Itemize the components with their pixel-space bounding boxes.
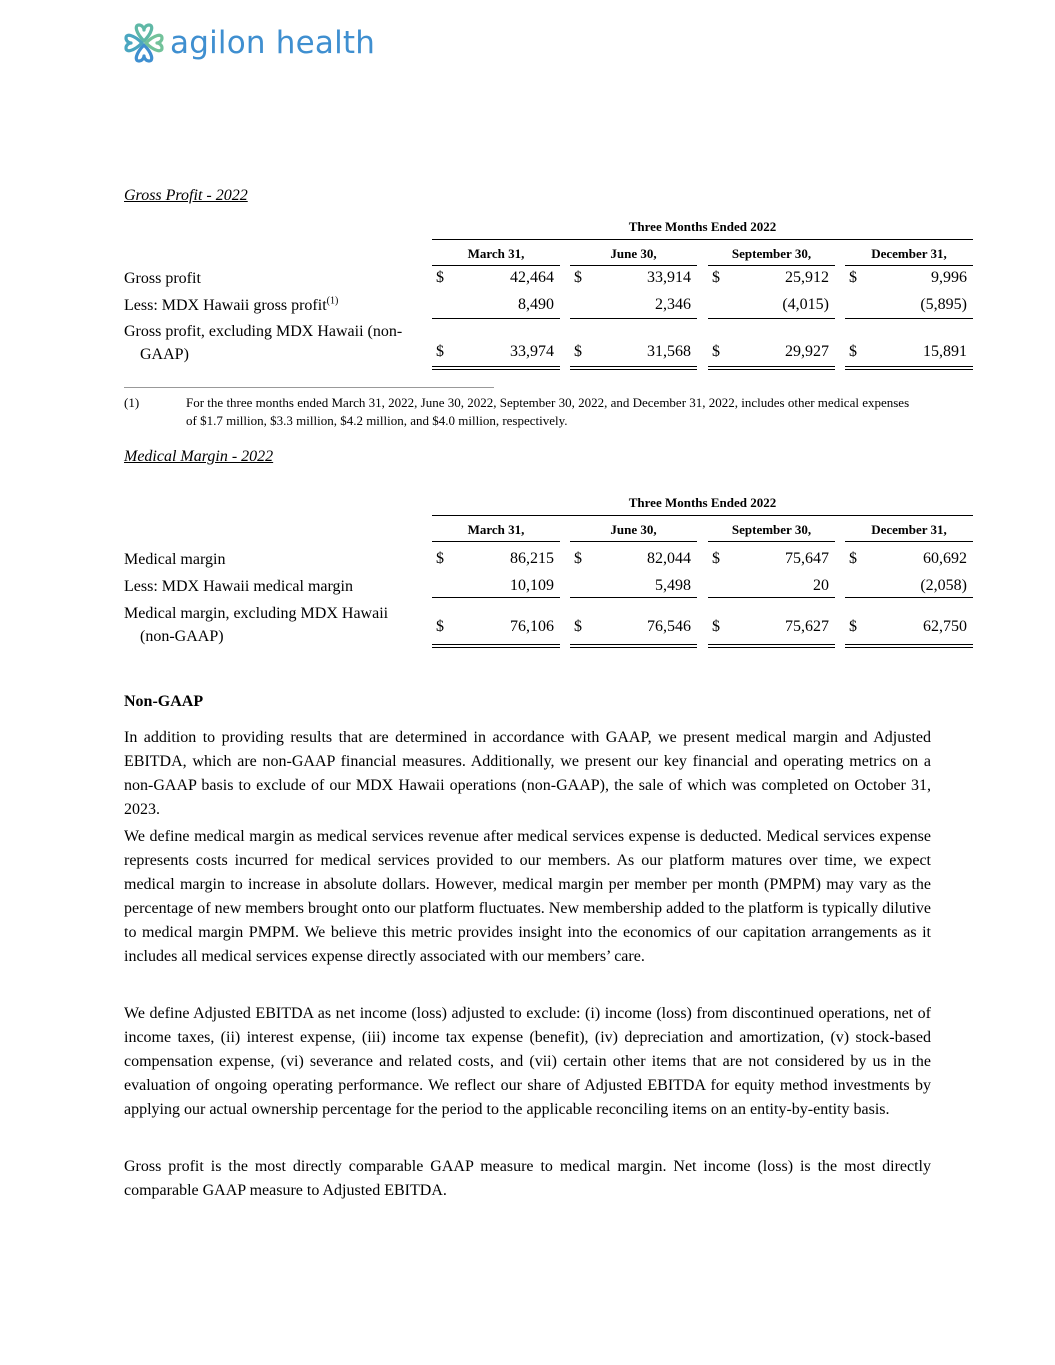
double-underline-rule xyxy=(432,644,560,648)
underline-rule xyxy=(845,318,973,319)
underline-rule xyxy=(432,318,560,319)
medical-margin-row-label: Medical margin xyxy=(124,551,226,568)
underline-rule xyxy=(432,597,560,598)
footnote-number: (1) xyxy=(124,395,140,410)
underline-rule xyxy=(708,318,835,319)
medical-margin-definition-paragraph: We define medical margin as medical services revenue after medical services expense is deducted. Medical services expense represents costs incurred for medical services provided to our members. As our platform matures over time, we expect medical margin to increase in absolute dollars. However, medical margin per member per month (PMPM) may vary as the percentage of new members brought onto our platform fluctuates. New membership added to the platform is typically dilutive to medical margin PMPM. We believe this metric provides insight into the economics of our capitation arrangements as it includes all medical services expense directly associated with our members’ care. xyxy=(124,828,931,965)
footnote-ref: (1) xyxy=(326,295,339,307)
medical-margin-col-june: June 30, xyxy=(570,522,697,542)
underline-rule xyxy=(708,597,835,598)
medical-margin-title: Medical Margin - 2022 xyxy=(124,448,274,465)
gross-profit-col-june: June 30, xyxy=(570,246,697,266)
medical-margin-col-september: September 30, xyxy=(708,522,835,542)
gross-profit-non-gaap-row-label: Gross profit, excluding MDX Hawaii (non- GAAP) xyxy=(124,323,403,363)
mdx-gross-profit-row-label: Less: MDX Hawaii gross profit$^{(1)}$ xyxy=(124,295,339,314)
gross-profit-header-group: Three Months Ended 2022 xyxy=(432,219,973,240)
agilon-heart-cluster-icon xyxy=(122,21,166,65)
non-gaap-paragraph: In addition to providing results that are determined in accordance with GAAP, we present medical margin and Adjusted EBITDA, which are non-GAAP financial measures. Additionally, we present our key financial and operating metrics on a non-GAAP basis to exclude of our MDX Hawaii operations (non-GAAP), the sale of which was completed on October 31, 2023. xyxy=(124,729,931,818)
footnote xyxy=(124,394,914,430)
double-underline-rule xyxy=(708,644,835,648)
medical-margin-header-group: Three Months Ended 2022 xyxy=(432,495,973,516)
double-underline-rule xyxy=(845,366,973,370)
comparable-measures-paragraph: Gross profit is the most directly comparable GAAP measure to medical margin. Net income (loss) is the most directly comparable GAAP measure to Adjusted EBITDA. xyxy=(124,1158,931,1199)
underline-rule xyxy=(570,318,697,319)
non-gaap-heading: Non-GAAP xyxy=(124,693,204,710)
mdx-medical-margin-row-label: Less: MDX Hawaii medical margin xyxy=(124,578,353,595)
double-underline-rule xyxy=(708,366,835,370)
double-underline-rule xyxy=(432,366,560,370)
medical-margin-non-gaap-row-label: Medical margin, excluding MDX Hawaii (non-GAAP) xyxy=(124,605,389,645)
footnote-text: For the three months ended March 31, 2022, June 30, 2022, September 30, 2022, and December 31, 2022, includes other medical expenses of $1.7 million, $3.3 million, $4.2 million, and $4.0 million, respectively. xyxy=(186,395,910,428)
gross-profit-col-september: September 30, xyxy=(708,246,835,266)
company-logo xyxy=(122,20,375,66)
medical-margin-col-december: December 31, xyxy=(845,522,973,542)
adjusted-ebitda-definition-paragraph: We define Adjusted EBITDA as net income (loss) adjusted to exclude: (i) income (loss) from discontinued operations, net of income taxes, (ii) interest expense, (iii) income tax expense (benefit), (iv) depreciation and amortization, (v) stock-based compensation expense, (vi) severance and related costs, and (vii) certain other items that are not considered by us in the evaluation of ongoing operating performance. We reflect our share of Adjusted EBITDA for equity method investments by applying our actual ownership percentage for the period to the applicable reconciling items on an entity-by-entity basis. xyxy=(124,1005,931,1118)
double-underline-rule xyxy=(570,366,697,370)
underline-rule xyxy=(570,597,697,598)
underline-rule xyxy=(845,597,973,598)
double-underline-rule xyxy=(570,644,697,648)
gross-profit-title: Gross Profit - 2022 xyxy=(124,187,248,204)
gross-profit-row-label: Gross profit xyxy=(124,270,201,287)
medical-margin-col-march: March 31, xyxy=(432,522,560,542)
gross-profit-col-december: December 31, xyxy=(845,246,973,266)
logo-text: agilon health xyxy=(170,24,376,61)
gross-profit-col-march: March 31, xyxy=(432,246,560,266)
double-underline-rule xyxy=(845,644,973,648)
footnote-divider xyxy=(124,387,494,388)
